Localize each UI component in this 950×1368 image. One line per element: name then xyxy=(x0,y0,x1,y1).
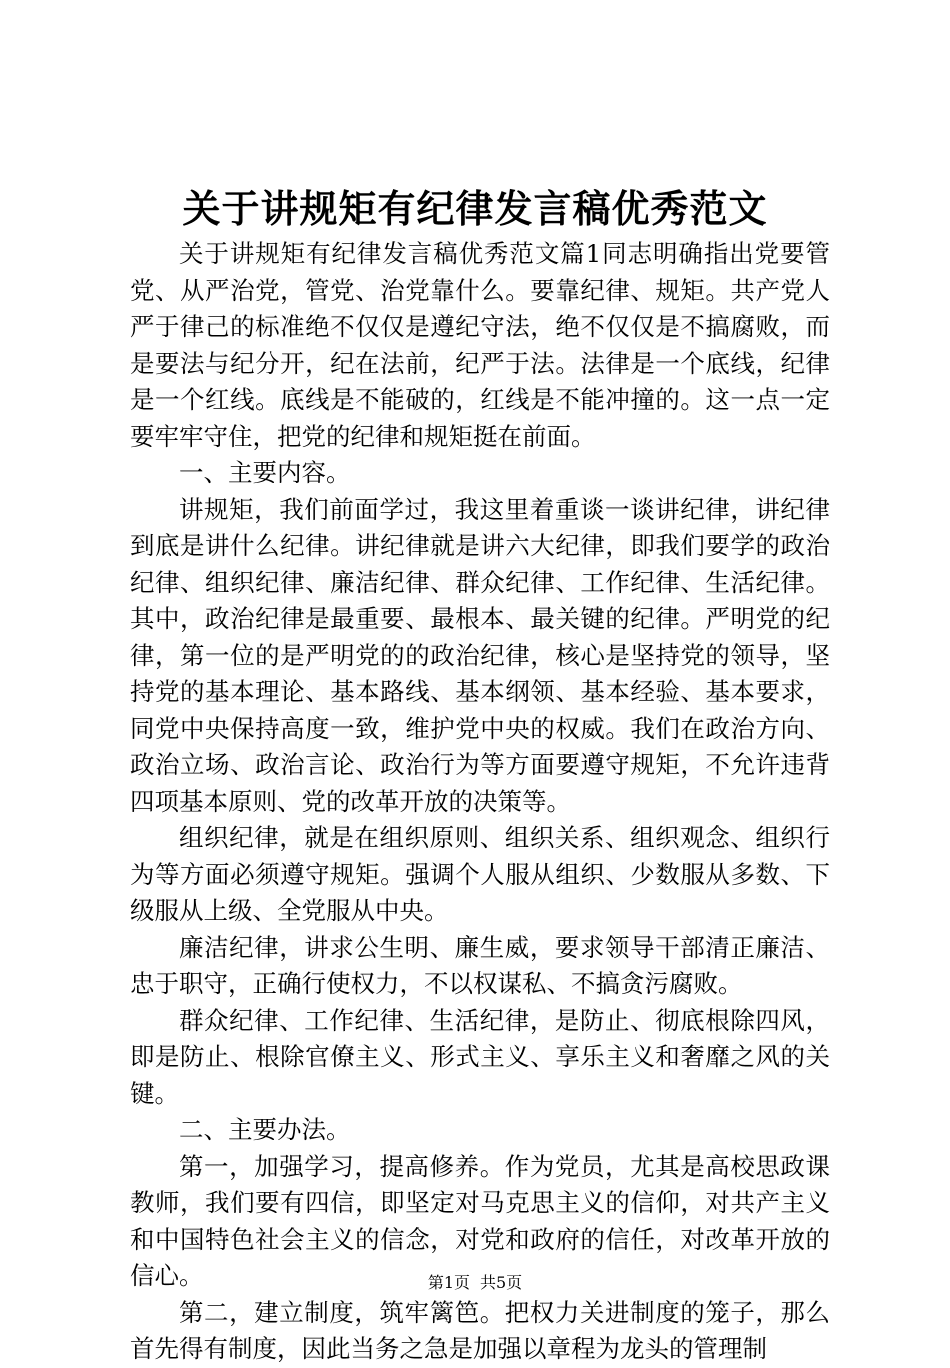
section-heading-main-content: 一、主要内容。 xyxy=(179,458,351,487)
document-body xyxy=(130,236,830,1368)
page-total: 共5页 xyxy=(480,1273,523,1292)
paragraph-mass-work-life-discipline: 群众纪律、工作纪律、生活纪律，是防止、彻底根除四风，即是防止、根除官僚主义、形式主义、享乐主义和奢靡之风的关键。 xyxy=(130,1005,830,1108)
paragraph-intro: 关于讲规矩有纪律发言稿优秀范文篇1同志明确指出党要管党、从严治党，管党、治党靠什么。要靠纪律、规矩。共产党人严于律己的标准绝不仅仅是遵纪守法，绝不仅仅是不搞腐败，而是要法与纪分开，纪在法前，纪严于法。法律是一个底线，纪律是一个红线。底线是不能破的，红线是不能冲撞的。这一点一定要牢牢守住，把党的纪律和规矩挺在前面。 xyxy=(130,239,830,451)
paragraph-discipline-overview: 讲规矩，我们前面学过，我这里着重谈一谈讲纪律，讲纪律到底是讲什么纪律。讲纪律就是讲六大纪律，即我们要学的政治纪律、组织纪律、廉洁纪律、群众纪律、工作纪律、生活纪律。其中，政治纪律是最重要、最根本、最关键的纪律。严明党的纪律，第一位的是严明党的的政治纪律，核心是坚持党的领导，坚持党的基本理论、基本路线、基本纲领、基本经验、基本要求，同党中央保持高度一致，维护党中央的权威。我们在政治方向、政治立场、政治言论、政治行为等方面要遵守规矩，不允许违背四项基本原则、党的改革开放的决策等。 xyxy=(130,494,830,816)
page-footer xyxy=(0,1272,950,1294)
page-number: 第1页 xyxy=(427,1273,470,1292)
paragraph-integrity-discipline: 廉洁纪律，讲求公生明、廉生威，要求领导干部清正廉洁、忠于职守，正确行使权力，不以权谋私、不搞贪污腐败。 xyxy=(130,932,830,998)
section-heading-main-methods: 二、主要办法。 xyxy=(179,1115,351,1144)
paragraph-method-system: 第二，建立制度，筑牢篱笆。把权力关进制度的笼子，那么首先得有制度，因此当务之急是加强以章程为龙头的管理制 xyxy=(130,1297,830,1363)
paragraph-method-study: 第一，加强学习，提高修养。作为党员，尤其是高校思政课教师，我们要有四信，即坚定对马克思主义的信仰，对共产主义和中国特色社会主义的信念，对党和政府的信任，对改革开放的信心。 xyxy=(130,1151,830,1290)
paragraph-organizational-discipline: 组织纪律，就是在组织原则、组织关系、组织观念、组织行为等方面必须遵守规矩。强调个人服从组织、少数服从多数、下级服从上级、全党服从中央。 xyxy=(130,823,830,925)
document-title: 关于讲规矩有纪律发言稿优秀范文 xyxy=(182,186,768,231)
